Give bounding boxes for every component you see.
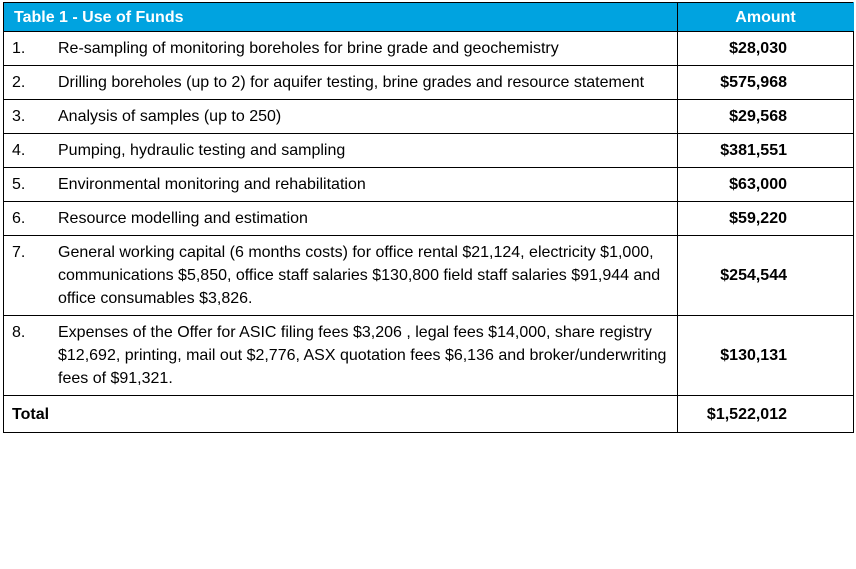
row-description: General working capital (6 months costs) for office rental $21,124, electricity $1,000, communications $5,850, office staff salaries $130,800 field staff salaries $91,944 and office consumables $3,826. — [58, 244, 661, 307]
table-row — [4, 32, 854, 66]
row-amount: $63,000 — [678, 168, 854, 202]
table-row — [4, 168, 854, 202]
row-description: Pumping, hydraulic testing and sampling — [58, 142, 346, 159]
row-description: Re-sampling of monitoring boreholes for brine grade and geochemistry — [58, 40, 559, 57]
row-number: 4. — [12, 142, 26, 159]
row-amount: $59,220 — [678, 202, 854, 236]
table-row — [4, 100, 854, 134]
row-number: 7. — [12, 244, 26, 261]
row-number: 6. — [12, 210, 26, 227]
row-description: Analysis of samples (up to 250) — [58, 108, 282, 125]
row-number: 1. — [12, 40, 26, 57]
table-row — [4, 316, 854, 396]
row-amount: $381,551 — [678, 134, 854, 168]
row-amount: $130,131 — [678, 316, 854, 396]
table-row — [4, 66, 854, 100]
row-number: 8. — [12, 324, 26, 341]
amount-column-header: Amount — [678, 3, 854, 32]
total-row — [4, 396, 854, 433]
total-label: Total — [4, 396, 678, 433]
table-title: Table 1 - Use of Funds — [4, 3, 678, 32]
row-description: Resource modelling and estimation — [58, 210, 308, 227]
row-amount: $29,568 — [678, 100, 854, 134]
total-amount: $1,522,012 — [678, 396, 854, 433]
table-row — [4, 134, 854, 168]
table-row — [4, 202, 854, 236]
row-amount: $28,030 — [678, 32, 854, 66]
row-number: 3. — [12, 108, 26, 125]
use-of-funds-table — [3, 2, 854, 433]
row-description: Environmental monitoring and rehabilitation — [58, 176, 366, 193]
row-number: 2. — [12, 74, 26, 91]
row-amount: $254,544 — [678, 236, 854, 316]
row-amount: $575,968 — [678, 66, 854, 100]
table-header-row — [4, 3, 854, 32]
table-row — [4, 236, 854, 316]
row-description: Expenses of the Offer for ASIC filing fees $3,206 , legal fees $14,000, share registry $12,692, printing, mail out $2,776, ASX quotation fees $6,136 and broker/underwriting fees of $91,321. — [58, 324, 667, 387]
row-number: 5. — [12, 176, 26, 193]
row-description: Drilling boreholes (up to 2) for aquifer testing, brine grades and resource statement — [58, 74, 645, 91]
